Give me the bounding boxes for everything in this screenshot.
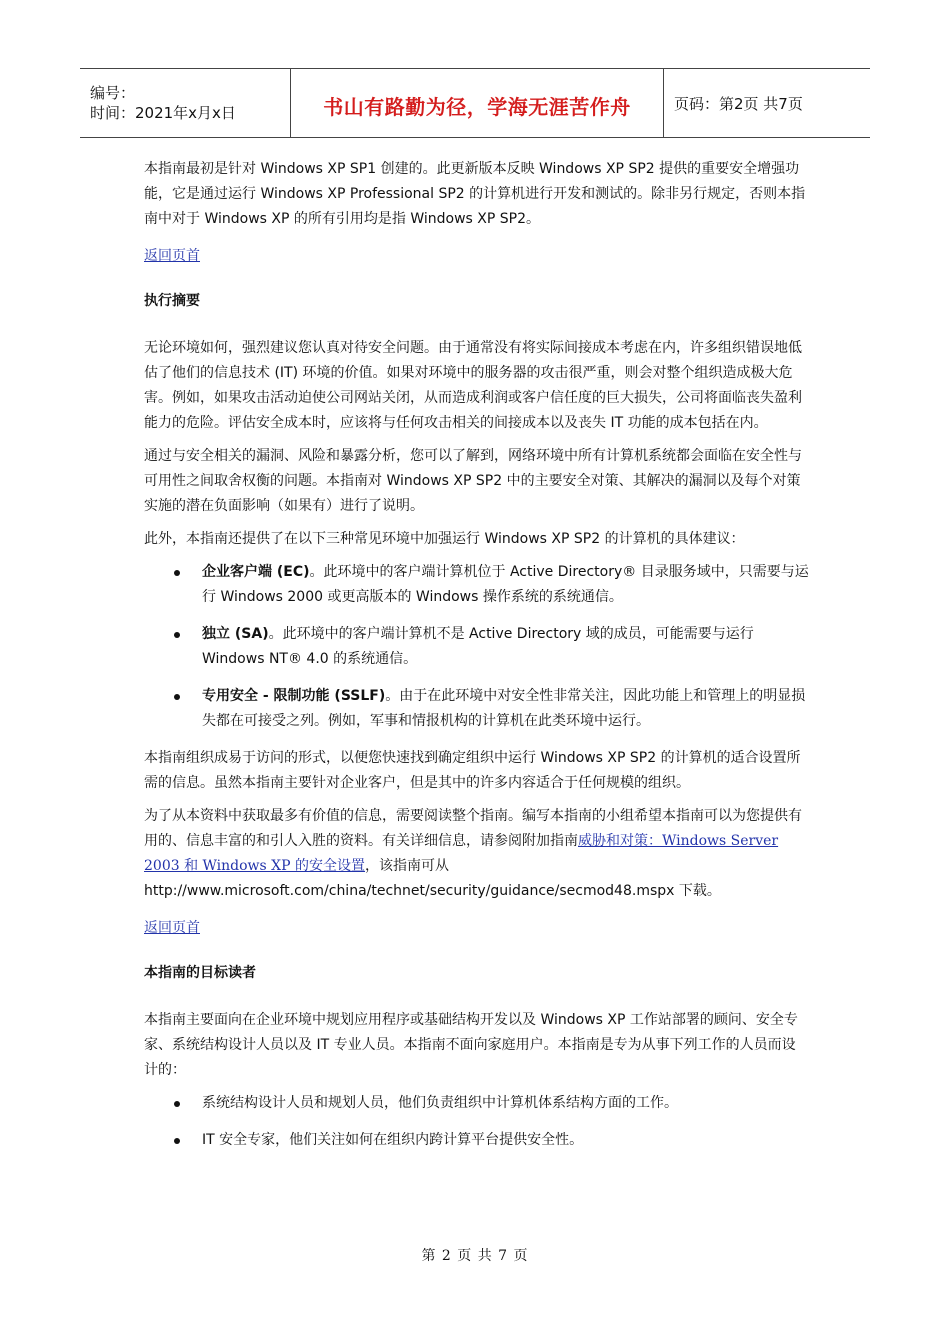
list-item	[144, 622, 809, 672]
list-item-term: 专用安全 - 限制功能 (SSLF)	[202, 688, 386, 704]
paragraph-text: ，该指南可从 http://www.microsoft.com/china/technet/security/guidance/secmod48.mspx 下载。	[144, 858, 721, 899]
audience-list	[144, 1091, 809, 1153]
list-item-term: 独立 (SA)	[202, 626, 269, 642]
intro-paragraph: 本指南最初是针对 Windows XP SP1 创建的。此更新版本反映 Windows XP SP2 提供的重要安全增强功能，它是通过运行 Windows XP Professional SP2 的计算机进行开发和测试的。除非另行规定，否则本指南中对于 Windows XP 的所有引用均是指 Windows XP SP2。	[144, 161, 806, 227]
section-heading-audience: 本指南的目标读者	[144, 965, 256, 981]
paragraph: 无论环境如何，强烈建议您认真对待安全问题。由于通常没有将实际间接成本考虑在内，许多组织错误地低估了他们的信息技术 (IT) 环境的价值。如果对环境中的服务器的攻击很严重，则会对整个组织造成极大危害。例如，如果攻击活动迫使公司网站关闭，从而造成利润或客户信任度的巨大损失，公司将面临丧失盈利能力的危险。评估安全成本时，应该将与任何攻击相关的间接成本以及丧失 IT 功能的成本包括在内。	[144, 340, 802, 431]
time-label: 时间：2021年x月x日	[90, 104, 236, 122]
page-footer	[0, 1245, 950, 1265]
paragraph-text: 为了从本资料中获取最多有价值的信息，需要阅读整个指南。编写本指南的小组希望本指南可以为您提供有用的、信息丰富的和引人入胜的资料。有关详细信息，请参阅附加指南	[144, 808, 802, 849]
list-item: IT 安全专家，他们关注如何在组织内跨计算平台提供安全性。	[144, 1128, 809, 1153]
paragraph: 本指南组织成易于访问的形式，以便您快速找到确定组织中运行 Windows XP SP2 的计算机的适合设置所需的信息。虽然本指南主要针对企业客户，但是其中的许多内容适合于任何规模的组织。	[144, 750, 801, 791]
header-left-cell	[80, 69, 290, 137]
list-item: 系统结构设计人员和规划人员，他们负责组织中计算机体系结构方面的工作。	[144, 1091, 809, 1116]
paragraph: 通过与安全相关的漏洞、风险和暴露分析，您可以了解到，网络环境中所有计算机系统都会面临在安全性与可用性之间取舍权衡的问题。本指南对 Windows XP SP2 中的主要安全对策、其解决的漏洞以及每个对策实施的潜在负面影响（如果有）进行了说明。	[144, 448, 802, 514]
list-item	[144, 684, 809, 734]
paragraph: 此外，本指南还提供了在以下三种常见环境中加强运行 Windows XP SP2 的计算机的具体建议：	[144, 531, 745, 547]
footer-page-number: 第 2 页 共 7 页	[421, 1248, 529, 1264]
back-to-top-link[interactable]: 返回页首	[144, 920, 200, 936]
back-to-top-link[interactable]: 返回页首	[144, 248, 200, 264]
environment-list	[144, 560, 809, 734]
header-motto	[290, 69, 664, 137]
paragraph: 本指南主要面向在企业环境中规划应用程序或基础结构开发以及 Windows XP 工作站部署的顾问、安全专家、系统结构设计人员以及 IT 专业人员。本指南不面向家庭用户。本指南是专为从事下列工作的人员而设计的：	[144, 1012, 798, 1078]
document-body	[144, 157, 809, 1165]
motto-text: 书山有路勤为径，学海无涯苦作舟	[323, 94, 631, 119]
list-item-desc: 。由于在此环境中对安全性非常关注，因此功能上和管理上的明显损失都在可接受之列。例如，军事和情报机构的计算机在此类环境中运行。	[202, 688, 806, 729]
page-info: 页码：第2页 共7页	[674, 94, 803, 113]
paragraph-with-link	[144, 804, 809, 904]
list-item-desc: 。此环境中的客户端计算机不是 Active Directory 域的成员，可能需要与运行 Windows NT® 4.0 的系统通信。	[202, 626, 754, 667]
guide-link[interactable]: 威胁和对策：Windows Server 2003 和 Windows XP 的安全设置	[144, 833, 779, 874]
header-right-cell	[664, 69, 803, 137]
list-item-term: 企业客户端 (EC)	[202, 564, 310, 580]
list-item	[144, 560, 809, 610]
document-header	[80, 68, 870, 138]
section-heading-executive-summary: 执行摘要	[144, 293, 200, 309]
number-label: 编号：	[90, 84, 136, 102]
list-item-desc: 。此环境中的客户端计算机位于 Active Directory® 目录服务域中，只需要与运行 Windows 2000 或更高版本的 Windows 操作系统的系统通信。	[202, 564, 809, 605]
